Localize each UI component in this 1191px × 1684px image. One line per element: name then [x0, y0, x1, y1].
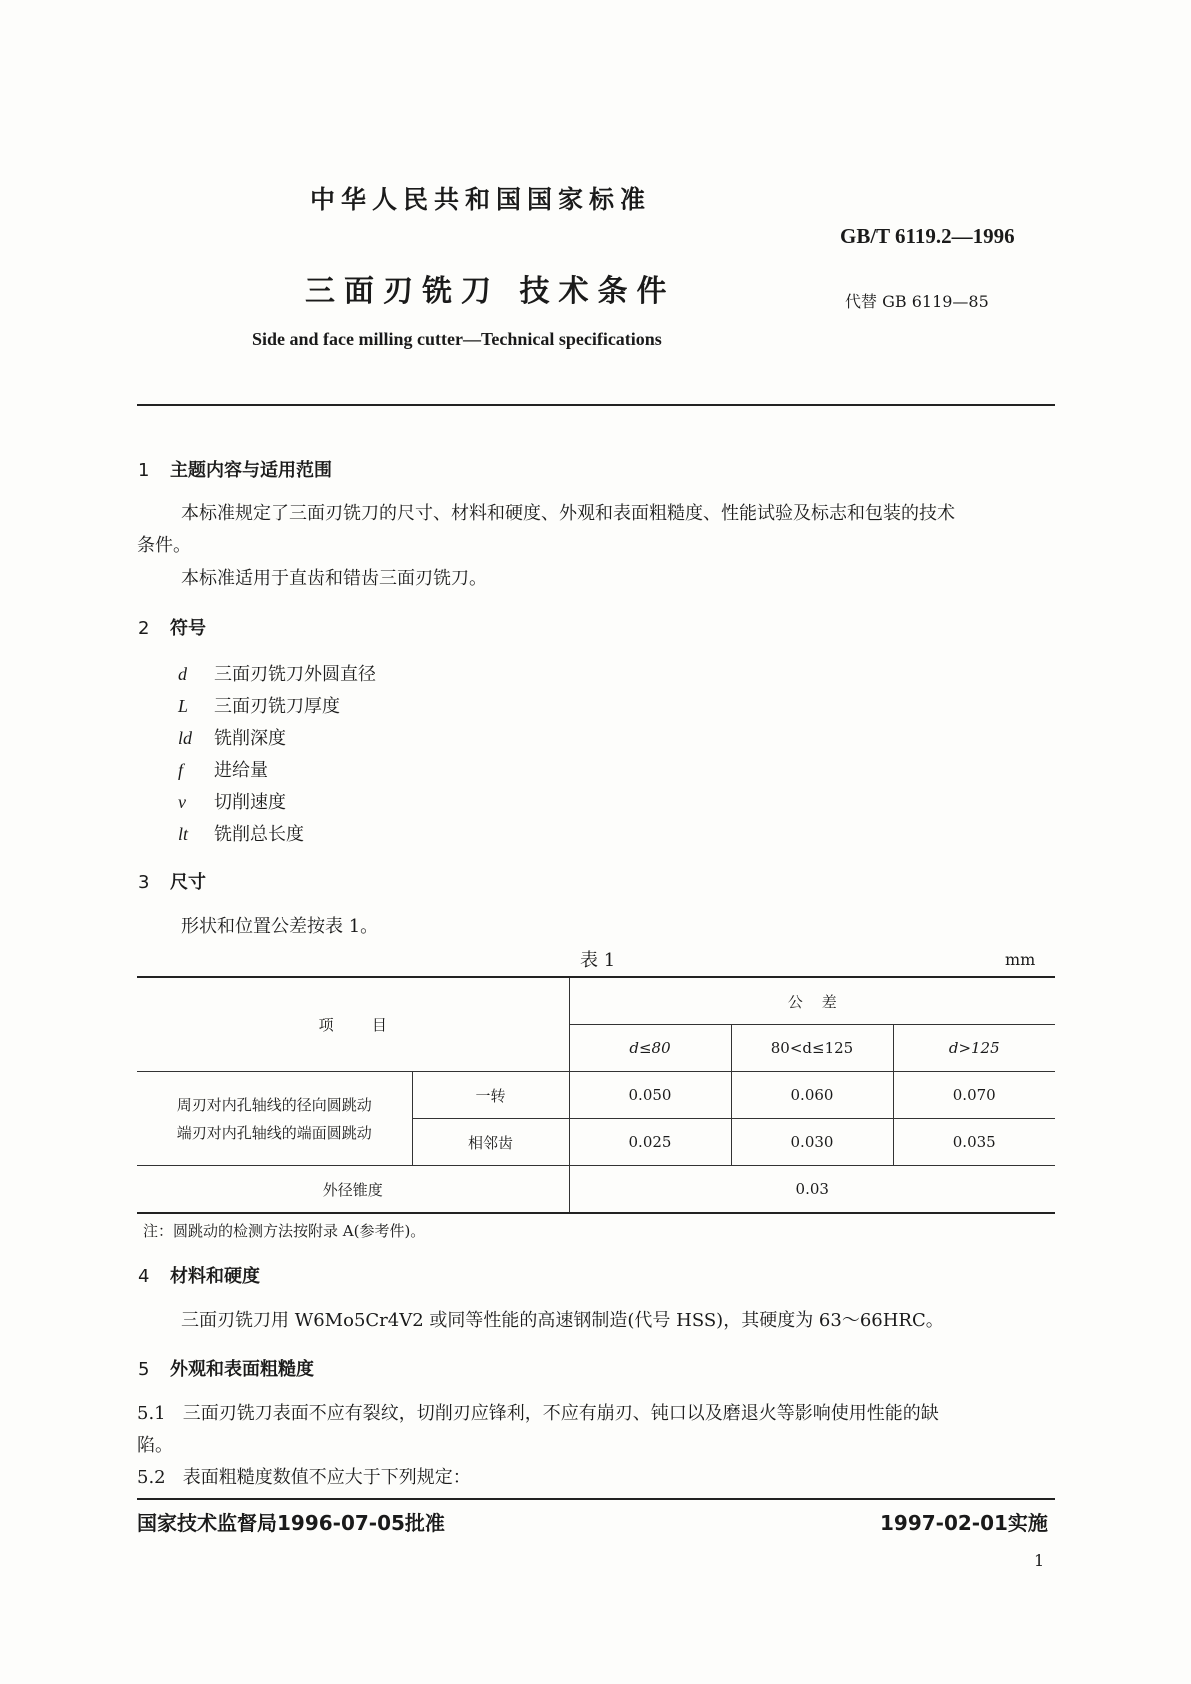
s3-paragraph: 形状和位置公差按表 1。 [181, 916, 379, 937]
table-cell: 0.035 [893, 1119, 1055, 1166]
adjacent-teeth-label: 相邻齿 [412, 1119, 569, 1166]
section-title: 外观和表面粗糙度 [170, 1359, 314, 1380]
section-5-heading [138, 1355, 314, 1381]
symbol-row [178, 788, 286, 814]
symbol: d [178, 664, 187, 684]
taper-value: 0.03 [569, 1166, 1055, 1214]
section-number: 5 [138, 1359, 150, 1380]
per-revolution-label: 一转 [412, 1072, 569, 1119]
symbol: f [178, 760, 184, 780]
section-1-heading [138, 456, 332, 482]
section-2-heading [138, 614, 206, 640]
standard-number: GB/T 6119.2—1996 [840, 224, 1015, 248]
symbol-description: 三面刃铣刀外圆直径 [214, 664, 376, 685]
document-title-cn: 三面刃铣刀 技术条件 [305, 274, 676, 309]
symbol-description: 铣削总长度 [214, 824, 304, 845]
table-caption: 表 1 [580, 950, 616, 971]
section-number: 3 [138, 872, 150, 893]
tolerance-table [137, 976, 1055, 1214]
s1-paragraph-1-line-2: 条件。 [137, 535, 191, 556]
taper-label: 外径锥度 [137, 1166, 569, 1214]
s1-paragraph-2: 本标准适用于直齿和错齿三面刃铣刀。 [181, 568, 487, 589]
replaces-standard: 代替 GB 6119—85 [845, 292, 989, 311]
symbol-row [178, 820, 304, 846]
s1-paragraph-1-line-1: 本标准规定了三面刃铣刀的尺寸、材料和硬度、外观和表面粗糙度、性能试验及标志和包装的技术 [181, 503, 955, 524]
section-title: 尺寸 [170, 872, 206, 893]
table-cell: 0.030 [731, 1119, 893, 1166]
table-cell: 0.060 [731, 1072, 893, 1119]
runout-row-label [137, 1072, 412, 1166]
col-header-d-gt-125: d>125 [893, 1025, 1055, 1072]
symbol: ld [178, 728, 193, 748]
section-number: 1 [138, 460, 150, 481]
national-standard-heading: 中华人民共和国国家标准 [310, 185, 652, 214]
header-divider [137, 404, 1055, 406]
symbol-description: 切削速度 [214, 792, 286, 813]
table-cell: 0.050 [569, 1072, 731, 1119]
symbol-row [178, 724, 286, 750]
item-header: 项 目 [137, 977, 569, 1072]
effective-date: 1997-02-01实施 [880, 1511, 1048, 1535]
footer-divider [137, 1498, 1055, 1500]
table-note: 注：圆跳动的检测方法按附录 A(参考件)。 [143, 1222, 426, 1240]
section-4-heading [138, 1262, 260, 1288]
col-header-d-le-80: d≤80 [569, 1025, 731, 1072]
symbol-description: 三面刃铣刀厚度 [214, 696, 340, 717]
s5-1-line-2: 陷。 [137, 1435, 173, 1456]
table-cell: 0.025 [569, 1119, 731, 1166]
axial-runout-label: 端刃对内孔轴线的端面圆跳动 [176, 1123, 372, 1142]
symbol-row [178, 660, 376, 686]
table-cell: 0.070 [893, 1072, 1055, 1119]
s5-1-line-1: 5.1 三面刃铣刀表面不应有裂纹，切削刃应锋利，不应有崩刃、钝口以及磨退火等影响使用性能的缺 [137, 1403, 939, 1424]
symbol-description: 进给量 [214, 760, 268, 781]
section-title: 主题内容与适用范围 [170, 460, 332, 481]
symbol: lt [178, 824, 189, 844]
s4-paragraph: 三面刃铣刀用 W6Mo5Cr4V2 或同等性能的高速钢制造(代号 HSS)，其硬度为 63～66HRC。 [181, 1310, 944, 1331]
document-title-en: Side and face milling cutter—Technical specifications [252, 329, 662, 349]
col-header-d-80-125: 80<d≤125 [731, 1025, 893, 1072]
approval-line: 国家技术监督局1996-07-05批准 [137, 1511, 445, 1535]
section-number: 2 [138, 618, 150, 639]
symbol: L [178, 696, 189, 716]
section-title: 材料和硬度 [170, 1266, 260, 1287]
symbol-description: 铣削深度 [214, 728, 286, 749]
symbol: v [178, 792, 186, 812]
s5-2-paragraph: 5.2 表面粗糙度数值不应大于下列规定： [137, 1467, 471, 1488]
page-number: 1 [1034, 1551, 1045, 1570]
section-number: 4 [138, 1266, 150, 1287]
symbol-row [178, 692, 340, 718]
section-3-heading [138, 868, 206, 894]
symbol-row [178, 756, 268, 782]
section-title: 符号 [170, 618, 206, 639]
tolerance-header: 公 差 [569, 977, 1055, 1025]
table-unit: mm [1005, 950, 1036, 969]
radial-runout-label: 周刃对内孔轴线的径向圆跳动 [176, 1095, 372, 1114]
